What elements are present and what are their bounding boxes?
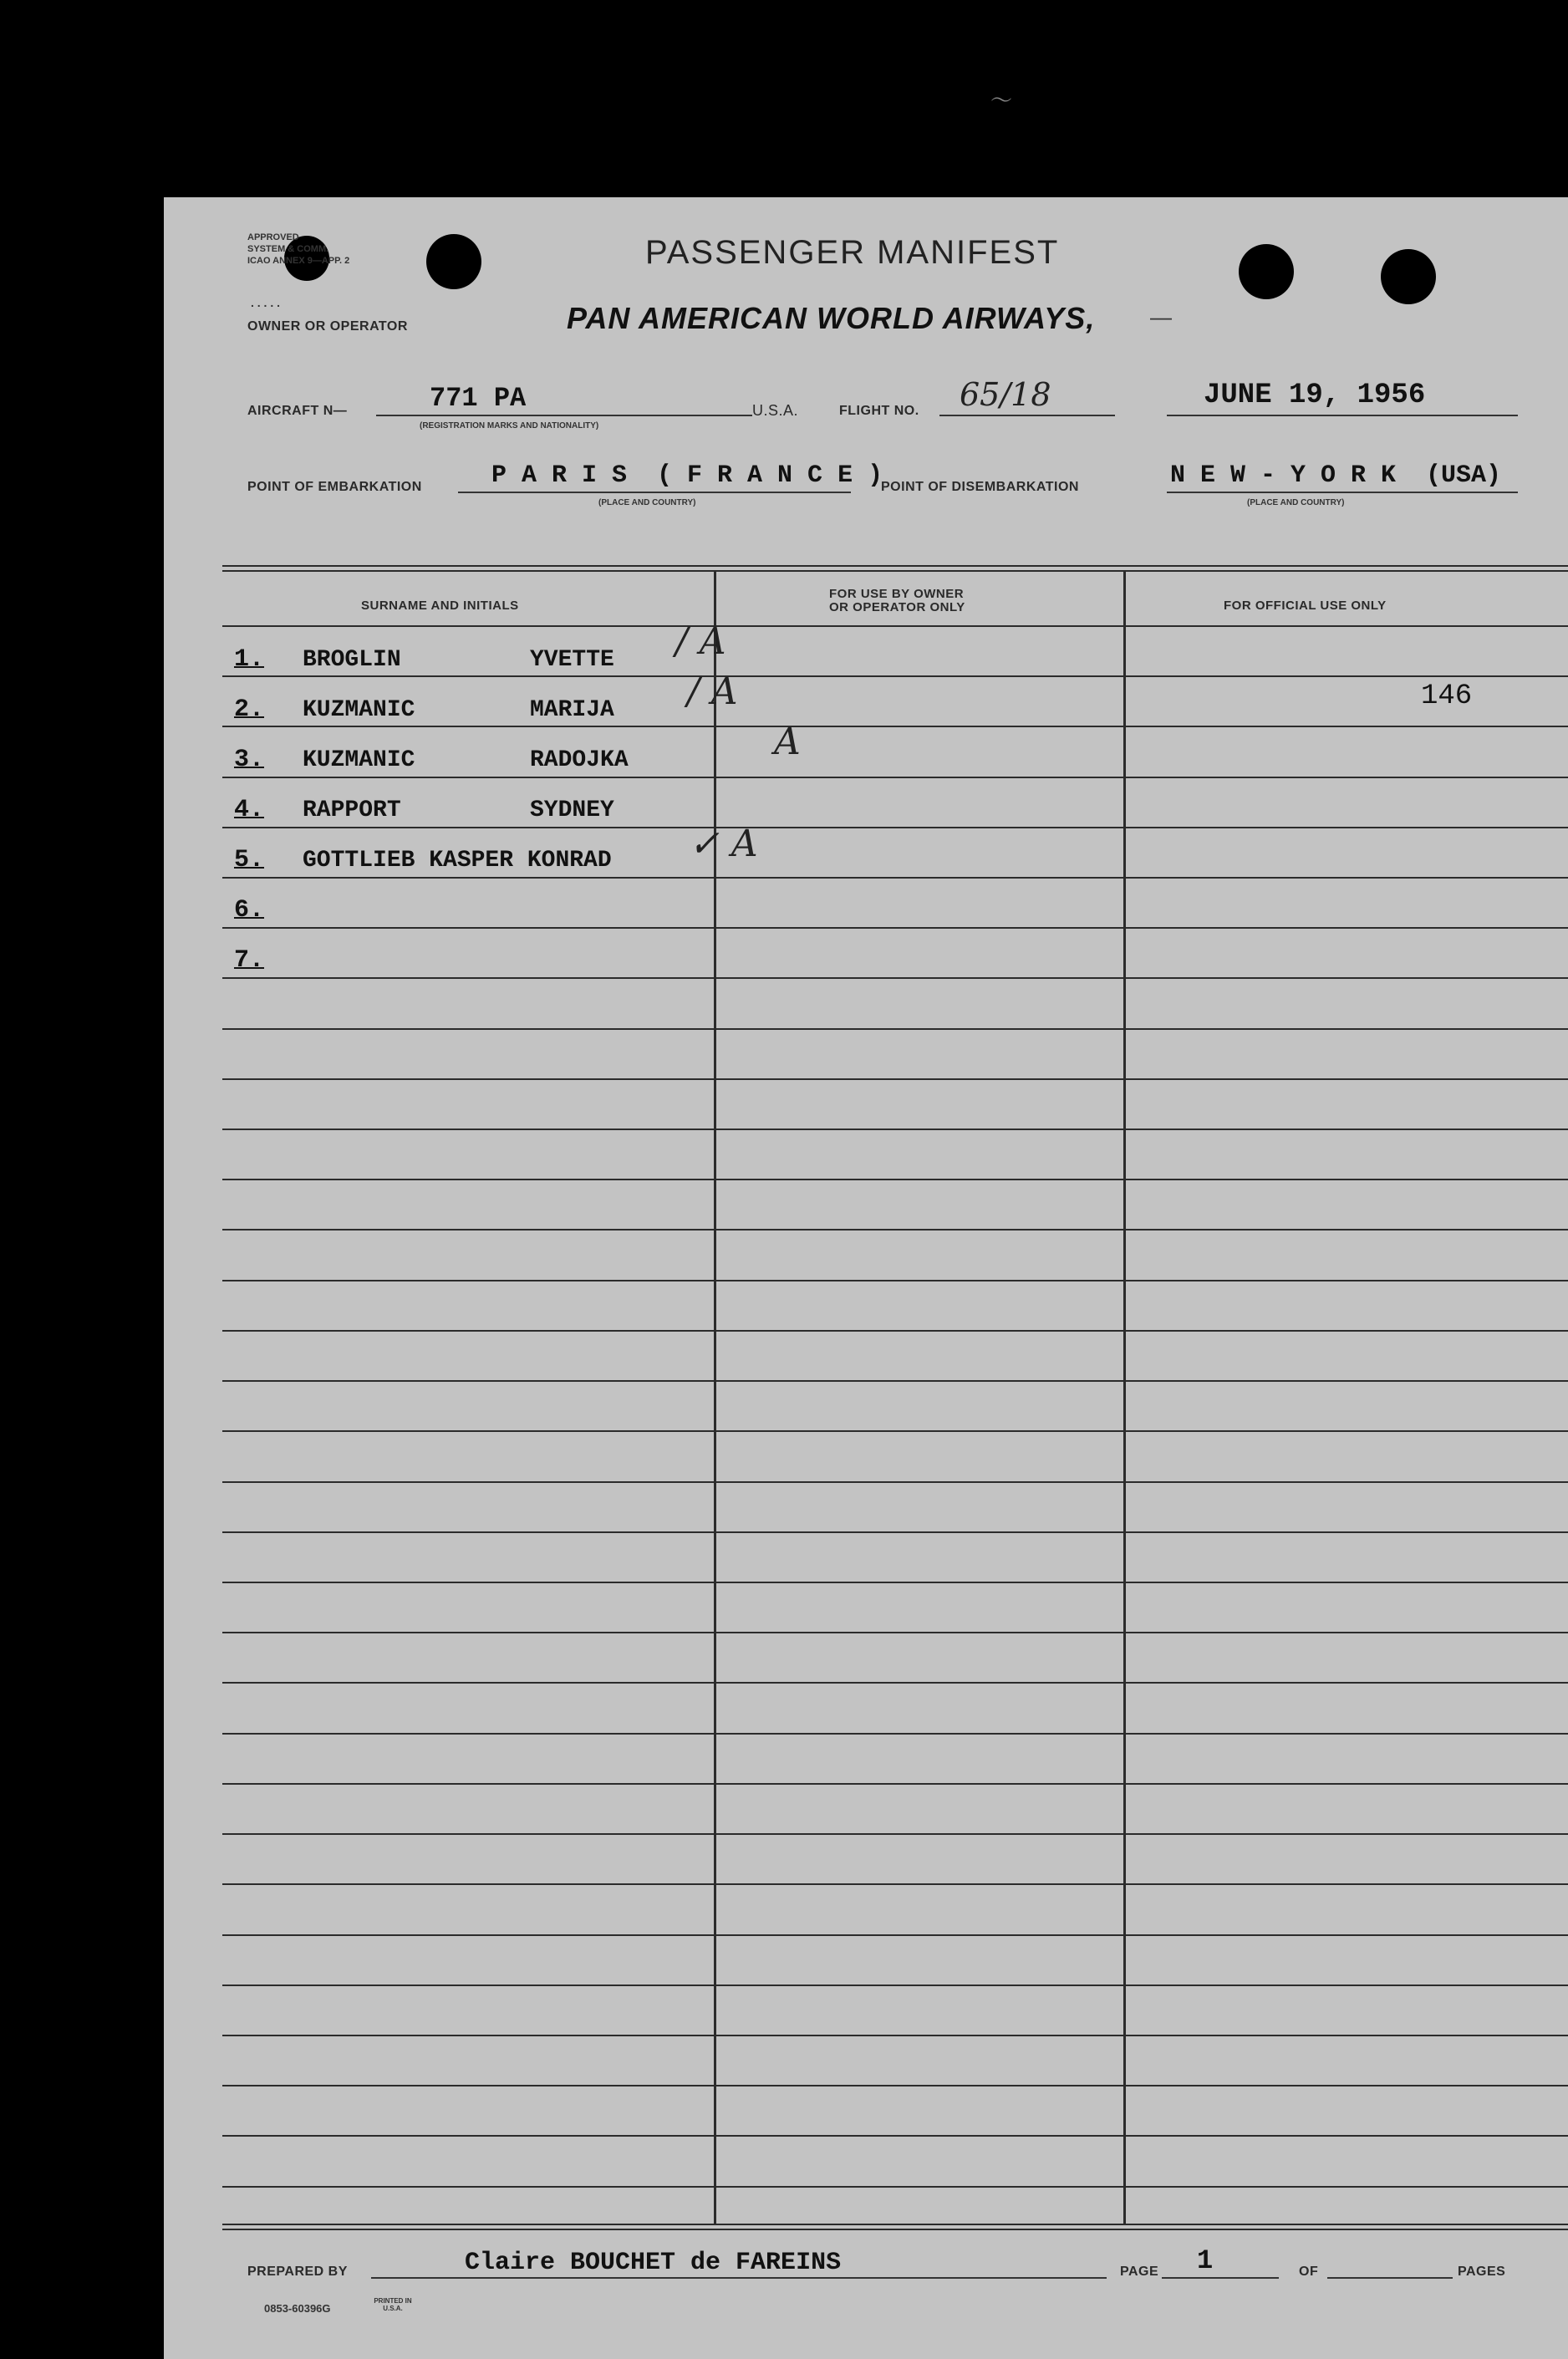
row-number: 3.	[234, 746, 265, 774]
row-number: 4.	[234, 796, 265, 824]
printed-stamp: PRINTED IN U.S.A.	[374, 2297, 412, 2312]
col-header-official: FOR OFFICIAL USE ONLY	[1224, 599, 1387, 613]
row-number: 1.	[234, 645, 265, 674]
owner-dash: —	[1150, 304, 1172, 329]
passenger-given-name: SYDNEY	[530, 797, 614, 823]
header-rule	[222, 625, 1568, 627]
pages-label: PAGES	[1458, 2265, 1506, 2279]
prepared-underline	[371, 2277, 1107, 2279]
row-number: 5.	[234, 846, 265, 874]
date-value: JUNE 19, 1956	[1204, 380, 1426, 411]
row-rule	[222, 1481, 1568, 1483]
approval-line-3: ICAO ANNEX 9—APP. 2	[247, 256, 350, 266]
handwritten-mark: / A	[687, 670, 738, 713]
manifest-sheet	[164, 197, 1568, 2359]
row-rule	[222, 1078, 1568, 1080]
aircraft-caption: (REGISTRATION MARKS AND NATIONALITY)	[420, 421, 599, 431]
row-rule	[222, 726, 1568, 727]
row-number: 6.	[234, 896, 265, 925]
prepared-label: PREPARED BY	[247, 2265, 348, 2279]
row-rule	[222, 2186, 1568, 2188]
disembarkation-underline	[1167, 492, 1518, 493]
embarkation-value: P A R I S ( F R A N C E )	[491, 461, 883, 490]
disembarkation-value: N E W - Y O R K (USA)	[1170, 461, 1502, 490]
passenger-surname: GOTTLIEB KASPER KONRAD	[303, 848, 612, 874]
row-rule	[222, 1380, 1568, 1382]
row-rule	[222, 1430, 1568, 1432]
disembarkation-label: POINT OF DISEMBARKATION	[881, 480, 1079, 494]
column-divider-1	[714, 570, 716, 2225]
row-number: 7.	[234, 946, 265, 975]
usa-label: U.S.A.	[752, 402, 799, 419]
prepared-value: Claire BOUCHET de FAREINS	[465, 2249, 842, 2277]
row-rule	[222, 1682, 1568, 1684]
col-header-owner-2: OR OPERATOR ONLY	[829, 600, 965, 614]
disembarkation-caption: (PLACE AND COUNTRY)	[1247, 498, 1345, 507]
embarkation-underline	[458, 492, 851, 493]
row-rule	[222, 1179, 1568, 1180]
row-rule	[222, 1783, 1568, 1785]
row-rule	[222, 977, 1568, 979]
punch-hole-4	[1381, 249, 1436, 304]
row-rule	[222, 1280, 1568, 1281]
form-number: 0853-60396G	[264, 2302, 331, 2315]
table-bottom-rule	[222, 2224, 1568, 2225]
row-rule	[222, 1330, 1568, 1332]
flight-label: FLIGHT NO.	[839, 404, 919, 418]
col-header-owner-1: FOR USE BY OWNER	[829, 587, 965, 601]
passenger-given-name: MARIJA	[530, 697, 614, 723]
row-rule	[222, 2035, 1568, 2036]
of-label: OF	[1299, 2265, 1319, 2279]
of-underline	[1327, 2277, 1453, 2279]
row-rule	[222, 1883, 1568, 1885]
row-rule	[222, 1934, 1568, 1936]
row-rule	[222, 1028, 1568, 1030]
punch-hole-3	[1239, 244, 1294, 299]
passenger-given-name: RADOJKA	[530, 747, 629, 773]
column-divider-2	[1123, 570, 1126, 2225]
passenger-surname: RAPPORT	[303, 797, 401, 823]
row-rule	[222, 1129, 1568, 1130]
page-title: PASSENGER MANIFEST	[645, 234, 1060, 271]
table-bottom-rule-2	[222, 2229, 1568, 2230]
col-header-surname: SURNAME AND INITIALS	[361, 599, 519, 613]
row-rule	[222, 1632, 1568, 1633]
row-rule	[222, 2135, 1568, 2137]
row-rule	[222, 1531, 1568, 1533]
table-top-rule	[222, 565, 1568, 567]
passenger-surname: KUZMANIC	[303, 747, 415, 773]
row-number: 2.	[234, 695, 265, 724]
row-rule	[222, 1985, 1568, 1986]
aircraft-label: AIRCRAFT N—	[247, 404, 348, 418]
page-underline	[1162, 2277, 1279, 2279]
aircraft-underline	[376, 415, 752, 416]
owner-label: OWNER OR OPERATOR	[247, 319, 408, 334]
passenger-given-name: YVETTE	[530, 647, 614, 673]
row-rule	[222, 1582, 1568, 1583]
passenger-surname: KUZMANIC	[303, 697, 415, 723]
row-rule	[222, 1229, 1568, 1230]
row-rule	[222, 777, 1568, 778]
official-note: 146	[1421, 680, 1473, 712]
aircraft-value: 771 PA	[430, 383, 527, 414]
table-top-rule-2	[222, 570, 1568, 572]
page-value: 1	[1197, 2245, 1214, 2276]
scan-mark: ～	[990, 88, 1013, 113]
flight-value: 65/18	[960, 376, 1051, 413]
page-label: PAGE	[1120, 2265, 1159, 2279]
punch-hole-2	[426, 234, 481, 289]
row-rule	[222, 1733, 1568, 1735]
embarkation-label: POINT OF EMBARKATION	[247, 480, 422, 494]
row-rule	[222, 877, 1568, 879]
dot-leader: . . . . .	[251, 296, 281, 309]
passenger-surname: BROGLIN	[303, 647, 401, 673]
row-rule	[222, 1833, 1568, 1835]
row-rule	[222, 927, 1568, 929]
row-rule	[222, 2085, 1568, 2086]
approval-line-1: APPROVED	[247, 232, 299, 242]
flight-underline	[939, 415, 1115, 416]
handwritten-mark: / A	[675, 620, 726, 663]
approval-line-2: SYSTEM & COMM.	[247, 244, 329, 254]
handwritten-mark: ✓ A	[689, 823, 758, 865]
row-rule	[222, 827, 1568, 828]
embarkation-caption: (PLACE AND COUNTRY)	[598, 498, 696, 507]
date-underline	[1167, 415, 1518, 416]
row-rule	[222, 675, 1568, 677]
owner-value: PAN AMERICAN WORLD AIRWAYS,	[567, 301, 1096, 335]
handwritten-mark: A	[774, 721, 801, 763]
